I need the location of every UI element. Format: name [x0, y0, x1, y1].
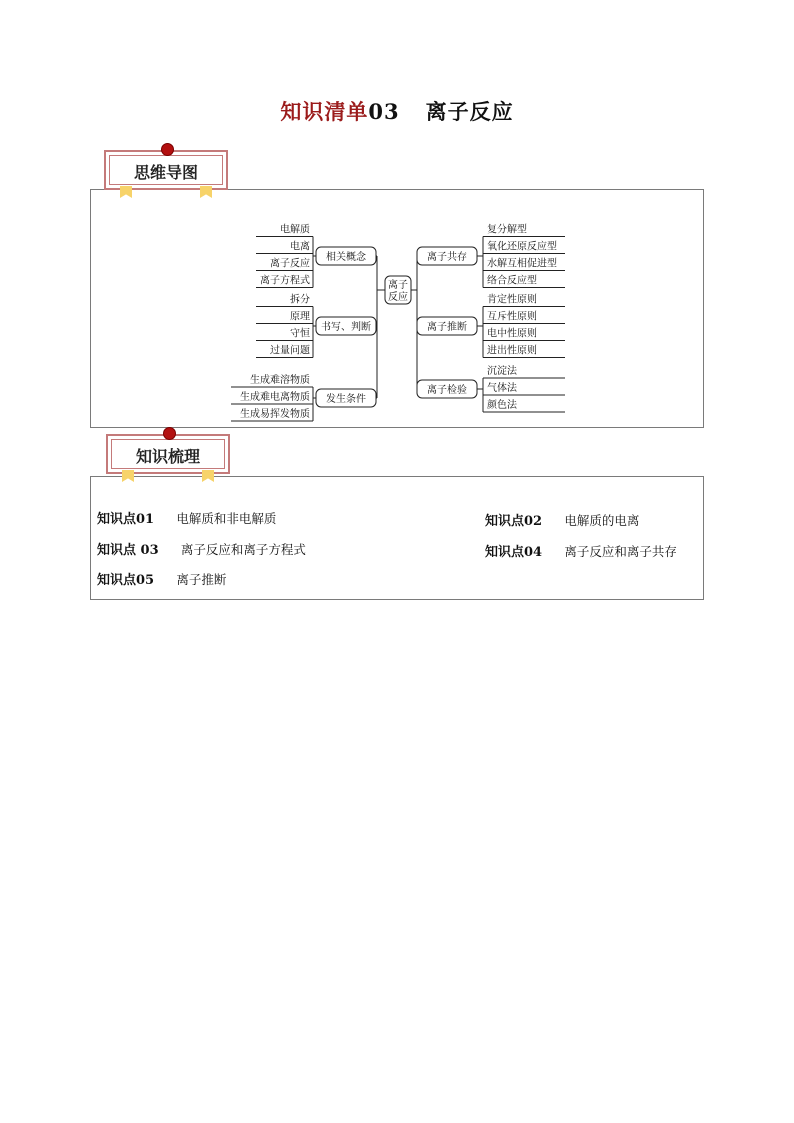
node-label: 肯定性原则	[487, 294, 537, 306]
node-label: 沉淀法	[487, 366, 517, 377]
node-label: 过量问题	[270, 345, 310, 357]
node-label: 离子检验	[427, 385, 467, 396]
knowledge-point-label: 知识点04	[485, 545, 543, 560]
pin-icon	[163, 427, 176, 440]
node-label: 电解质	[280, 224, 310, 236]
node-label: 离子共存	[427, 252, 467, 263]
knowledge-point-label: 知识点 03	[97, 543, 159, 558]
knowledge-point-link[interactable]	[97, 569, 226, 588]
node-label: 离子方程式	[260, 275, 310, 287]
node-label: 颜色法	[487, 400, 517, 411]
node-label: 气体法	[487, 383, 517, 394]
knowledge-point-link[interactable]	[485, 510, 639, 529]
mind-map-badge	[104, 150, 228, 190]
knowledge-point-title: 离子反应和离子方程式	[180, 542, 306, 557]
knowledge-point-label: 知识点02	[485, 514, 543, 529]
node-label: 电中性原则	[487, 328, 537, 340]
mind-map-panel	[90, 189, 704, 428]
node-label: 氧化还原反应型	[487, 241, 557, 253]
knowledge-point-title: 离子推断	[176, 572, 227, 587]
node-label: 书写、判断	[321, 322, 371, 333]
node-label: 络合反应型	[487, 275, 537, 287]
node-label: 反应	[388, 292, 408, 303]
node-label: 互斥性原则	[487, 311, 537, 323]
knowledge-badge	[106, 434, 230, 474]
knowledge-point-title: 电解质和非电解质	[176, 511, 277, 526]
page-title	[0, 96, 794, 126]
node-label: 守恒	[290, 328, 310, 340]
node-label: 生成易挥发物质	[240, 409, 310, 420]
node-label: 进出性原则	[487, 345, 537, 357]
mind-map-label: 思维导图	[133, 163, 198, 182]
node-label: 离子推断	[427, 322, 467, 333]
node-label: 电离	[290, 241, 310, 253]
knowledge-point-link[interactable]	[97, 508, 276, 527]
mind-map-diagram	[91, 190, 703, 427]
pin-icon	[161, 143, 174, 156]
knowledge-label: 知识梳理	[135, 447, 200, 466]
knowledge-point-title: 离子反应和离子共存	[564, 544, 677, 559]
title-main: 离子反应	[425, 99, 514, 124]
node-label: 生成难溶物质	[250, 375, 310, 386]
knowledge-point-label: 知识点01	[97, 512, 155, 527]
node-label: 原理	[290, 311, 310, 323]
title-number: 03	[368, 99, 400, 124]
node-label: 拆分	[290, 294, 310, 306]
node-label: 离子反应	[270, 258, 310, 270]
knowledge-point-label: 知识点05	[97, 573, 155, 588]
node-label: 离子	[388, 280, 408, 291]
node-label: 复分解型	[487, 224, 527, 236]
knowledge-point-link[interactable]	[97, 539, 306, 558]
node-label: 发生条件	[326, 394, 366, 405]
knowledge-point-link[interactable]	[485, 541, 677, 560]
knowledge-point-title: 电解质的电离	[564, 513, 640, 528]
title-prefix: 知识清单	[280, 99, 369, 124]
node-label: 生成难电离物质	[240, 392, 310, 403]
node-label: 水解互相促进型	[487, 258, 557, 270]
node-label: 相关概念	[326, 252, 366, 263]
